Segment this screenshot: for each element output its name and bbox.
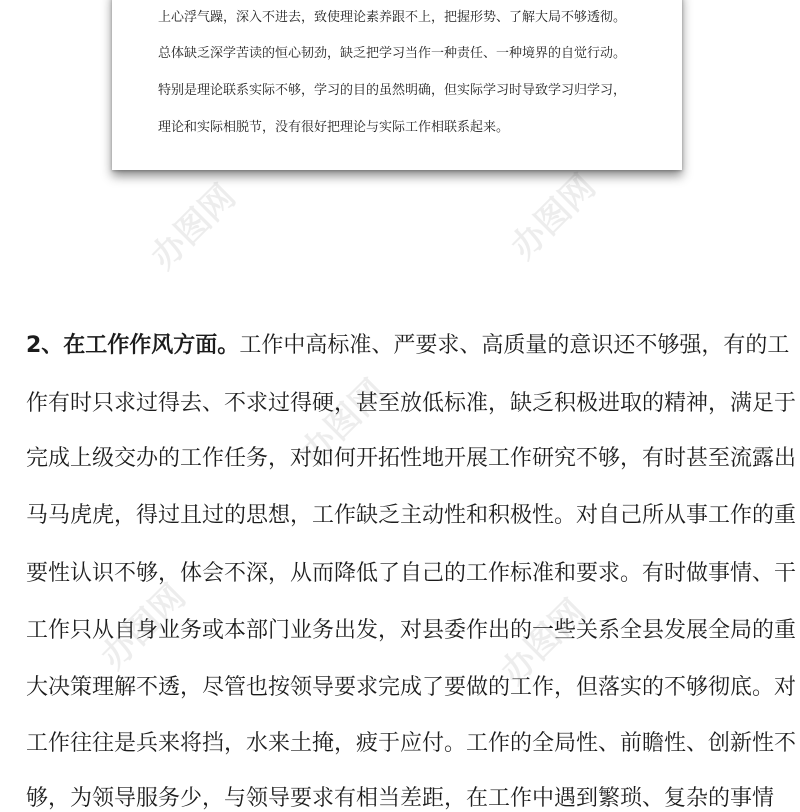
watermark: 办图网 — [493, 591, 594, 693]
watermark: 办图网 — [293, 371, 394, 473]
watermark: 办图网 — [93, 576, 194, 678]
body-text: 工作中高标准、严要求、高质量的意识还不够强，有的工 — [239, 333, 790, 358]
card-line: 总体缺乏深学苦读的恒心韧劲，缺乏把学习当作一种责任、一种境界的自觉行动。 — [158, 46, 627, 61]
body-line: 马马虎虎，得过且过的思想，工作缺乏主动性和积极性。对自己所从事工作的重 — [26, 503, 797, 528]
body-line: 大决策理解不透，尽管也按领导要求完成了要做的工作，但落实的不够彻底。对 — [26, 675, 797, 700]
card-line: 特别是理论联系实际不够，学习的目的虽然明确，但实际学习时导致学习归学习， — [158, 83, 627, 98]
watermark: 办图网 — [503, 166, 604, 268]
card-line: 理论和实际相脱节，没有很好把理论与实际工作相联系起来。 — [158, 120, 510, 135]
card-line: 上心浮气躁，深入不进去，致使理论素养跟不上，把握形势、了解大局不够透彻。 — [158, 10, 627, 25]
quote-card — [112, 0, 682, 170]
body-line: 够，为领导服务少，与领导要求有相当差距，在工作中遇到繁琐、复杂的事情 — [26, 786, 775, 811]
body-line: 工作只从自身业务或本部门业务出发，对县委作出的一些关系全县发展全局的重 — [26, 618, 797, 643]
section-first-line — [26, 333, 790, 359]
watermark: 办图网 — [143, 176, 244, 278]
section-heading: 2、在工作作风方面。 — [26, 333, 240, 358]
body-line: 作有时只求过得去、不求过得硬，甚至放低标准，缺乏积极进取的精神，满足于 — [26, 391, 797, 416]
body-line: 工作往往是兵来将挡，水来土掩，疲于应付。工作的全局性、前瞻性、创新性不 — [26, 731, 797, 756]
body-line: 完成上级交办的工作任务，对如何开拓性地开展工作研究不够，有时甚至流露出 — [26, 446, 797, 471]
body-line: 要性认识不够，体会不深，从而降低了自己的工作标准和要求。有时做事情、干 — [26, 561, 797, 586]
